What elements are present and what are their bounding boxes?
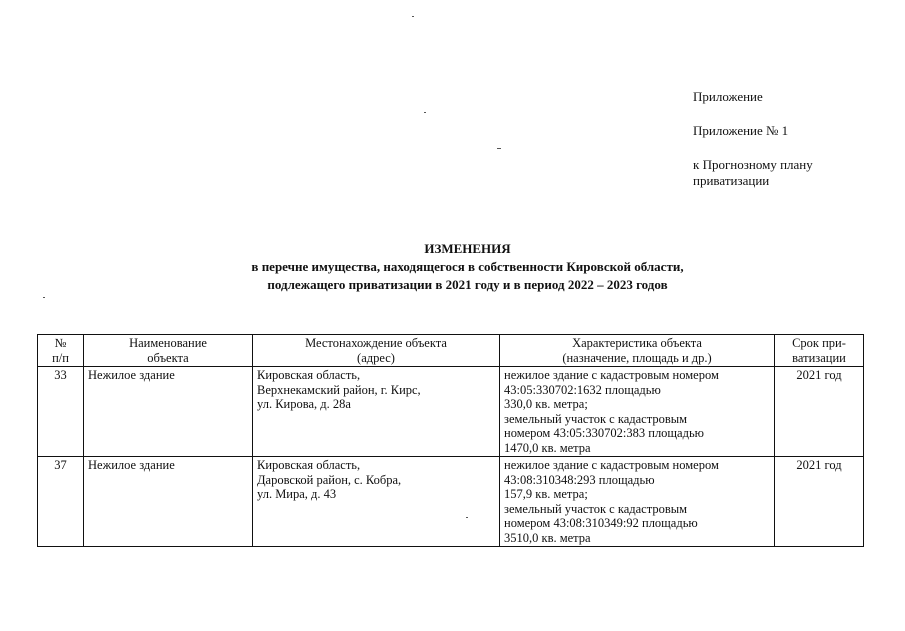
row-location: Кировская область, Даровской район, с. Кобра, ул. Мира, д. 43 <box>253 457 500 547</box>
table-row <box>38 367 864 457</box>
appendix-number: Приложение № 1 <box>693 123 789 138</box>
row-term: 2021 год <box>775 457 864 547</box>
table-header-row <box>38 335 864 367</box>
header-characteristic: Характеристика объекта (назначение, площадь и др.) <box>500 335 775 367</box>
scan-speck <box>466 517 468 518</box>
appendix-reference-line2: приватизации <box>693 173 770 188</box>
scan-speck <box>43 297 45 298</box>
document-subtitle-line1: в перечне имущества, находящегося в собственности Кировской области, <box>251 259 684 274</box>
header-location: Местонахождение объекта (адрес) <box>253 335 500 367</box>
row-characteristic: нежилое здание с кадастровым номером 43:05:330702:1632 площадью 330,0 кв. метра; земельный участок с кадастровым номером 43:05:330702:383 площадью 1470,0 кв. метра <box>500 367 775 457</box>
appendix-label: Приложение <box>693 89 763 104</box>
header-term: Срок при- ватизации <box>775 335 864 367</box>
document-subtitle-line2: подлежащего приватизации в 2021 году и в период 2022 – 2023 годов <box>267 277 668 292</box>
document-title: ИЗМЕНЕНИЯ <box>424 241 511 256</box>
header-num: № п/п <box>38 335 84 367</box>
header-name: Наименование объекта <box>84 335 253 367</box>
row-name: Нежилое здание <box>84 457 253 547</box>
appendix-block <box>693 89 893 189</box>
scan-speck <box>424 112 426 113</box>
property-table <box>37 334 864 547</box>
row-characteristic: нежилое здание с кадастровым номером 43:08:310348:293 площадью 157,9 кв. метра; земельный участок с кадастровым номером 43:08:310349:92 площадью 3510,0 кв. метра <box>500 457 775 547</box>
row-location: Кировская область, Верхнекамский район, г. Кирс, ул. Кирова, д. 28а <box>253 367 500 457</box>
row-num: 37 <box>38 457 84 547</box>
appendix-reference-line1: к Прогнозному плану <box>693 157 813 172</box>
row-name: Нежилое здание <box>84 367 253 457</box>
scan-speck <box>497 148 501 149</box>
row-num: 33 <box>38 367 84 457</box>
row-term: 2021 год <box>775 367 864 457</box>
scan-speck <box>412 16 414 17</box>
table-row <box>38 457 864 547</box>
document-heading <box>0 240 905 294</box>
